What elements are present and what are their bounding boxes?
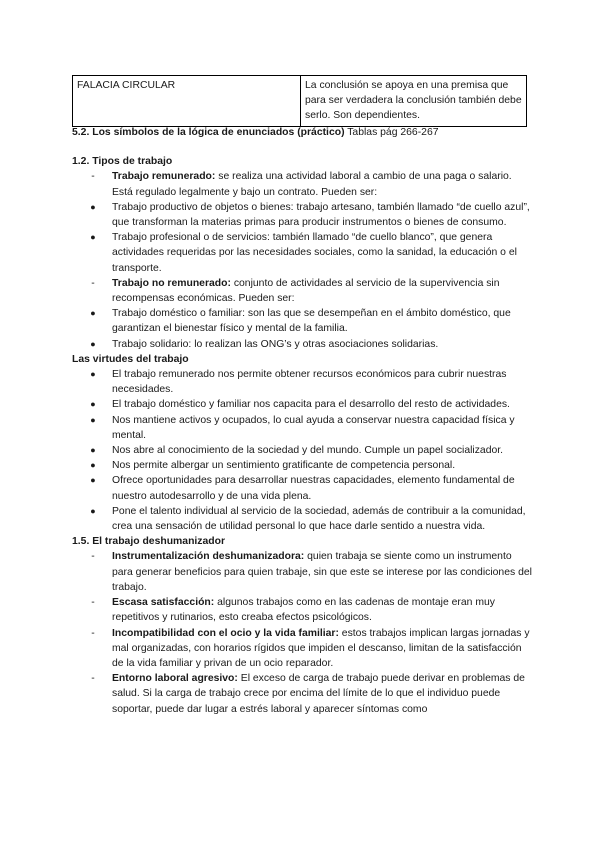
fallacy-table xyxy=(72,75,527,127)
list-item: - Trabajo remunerado: se realiza una actividad laboral a cambio de una paga o salario. Está regulado legalmente y bajo un contrato. Pueden ser: xyxy=(72,169,532,199)
list-item: ● Trabajo productivo de objetos o bienes: trabajo artesano, también llamado “de cuello azul”, que transforman la materias primas para producir instrumentos o bienes de consumo. xyxy=(72,200,532,230)
list-item: ● El trabajo remunerado nos permite obtener recursos económicos para cubrir nuestras necesidades. xyxy=(72,367,532,397)
list-item: ● El trabajo doméstico y familiar nos capacita para el desarrollo del resto de actividades. xyxy=(72,397,532,412)
list-item: ● Trabajo solidario: lo realizan las ONG’s y otras asociaciones solidarias. xyxy=(72,337,532,352)
fallacy-name-cell: FALACIA CIRCULAR xyxy=(73,76,301,127)
dash-marker: - xyxy=(91,627,95,639)
dash-marker: - xyxy=(91,597,95,609)
term: Trabajo remunerado: xyxy=(112,171,216,183)
list-item: - Trabajo no remunerado: conjunto de actividades al servicio de la supervivencia sin recompensas económicas. Pueden ser: xyxy=(72,276,532,306)
bullet-icon: ● xyxy=(90,308,96,319)
list-item: ● Trabajo doméstico o familiar: son las que se desempeñan en el ámbito doméstico, que garantizan el bienestar físico y mental de la familia. xyxy=(72,306,532,336)
list-item: ● Nos abre al conocimiento de la sociedad y del mundo. Cumple un papel socializador. xyxy=(72,443,532,458)
list-item: ● Pone el talento individual al servicio de la sociedad, además de contribuir a la comunidad, crea una sensación de utilidad personal lo que hace darle sentido a nuestra vida. xyxy=(72,504,532,534)
list-item: ● Nos mantiene activos y ocupados, lo cual ayuda a conservar nuestra capacidad física y mental. xyxy=(72,413,532,443)
term: Incompatibilidad con el ocio y la vida familiar: xyxy=(112,627,339,639)
table-row xyxy=(73,76,527,127)
list-item: ● Ofrece oportunidades para desarrollar nuestras capacidades, elemento fundamental de nuestro autodesarrollo y de una vida plena. xyxy=(72,473,532,503)
dash-marker: - xyxy=(91,277,95,289)
term: Instrumentalización deshumanizadora: xyxy=(112,551,305,563)
bullet-icon: ● xyxy=(90,399,96,410)
term: Escasa satisfacción: xyxy=(112,597,215,609)
bullet-icon: ● xyxy=(90,445,96,456)
section-heading-virtudes: Las virtudes del trabajo xyxy=(72,353,189,365)
list-item: - Instrumentalización deshumanizadora: quien trabaja se siente como un instrumento para generar beneficios para quien trabaje, sin que este se interese por las condiciones del trabajo. xyxy=(72,549,532,595)
section-heading-1-2: 1.2. Tipos de trabajo xyxy=(72,156,173,168)
bullet-icon: ● xyxy=(90,505,96,516)
bullet-icon: ● xyxy=(90,414,96,425)
list-item: - Incompatibilidad con el ocio y la vida familiar: estos trabajos implican largas jornadas y mal organizadas, con horarios rígidos que impiden el descanso, limitan de la satisfacción de la vida familiar y privan de un ocio reparador. xyxy=(72,626,532,672)
section-heading-1-5: 1.5. El trabajo deshumanizador xyxy=(72,536,226,548)
section-title: 5.2. Los símbolos de la lógica de enunciados (práctico) xyxy=(72,127,345,138)
list-item: - Entorno laboral agresivo: El exceso de carga de trabajo puede derivar en problemas de salud. Si la carga de trabajo crece por encima del límite de lo que el individuo puede soportar, puede dar lugar a estrés laboral y aparecer síntomas como xyxy=(72,671,532,717)
term: Trabajo no remunerado: xyxy=(112,277,231,289)
list-item: ● Trabajo profesional o de servicios: también llamado “de cuello blanco”, que genera actividades requeridas por las necesidades sociales, como la sanidad, la educación o el transporte. xyxy=(72,230,532,276)
term: Entorno laboral agresivo: xyxy=(112,673,238,685)
list-item: ● Nos permite albergar un sentimiento gratificante de competencia personal. xyxy=(72,458,532,473)
document-body xyxy=(72,125,532,717)
bullet-icon: ● xyxy=(90,369,96,380)
section-note: Tablas pág 266-267 xyxy=(344,127,439,138)
list-item: - Escasa satisfacción: algunos trabajos como en las cadenas de montaje eran muy repetitivos y rutinarios, esto creaba efectos psicológicos. xyxy=(72,595,532,625)
dash-marker: - xyxy=(91,673,95,685)
bullet-icon: ● xyxy=(90,201,96,212)
bullet-icon: ● xyxy=(90,232,96,243)
bullet-icon: ● xyxy=(90,460,96,471)
dash-marker: - xyxy=(91,171,95,183)
fallacy-description-cell: La conclusión se apoya en una premisa que para ser verdadera la conclusión también debe serlo. Son dependientes. xyxy=(301,76,527,127)
bullet-icon: ● xyxy=(90,338,96,349)
bullet-icon: ● xyxy=(90,475,96,486)
dash-marker: - xyxy=(91,551,95,563)
section-heading-5-2 xyxy=(72,125,532,140)
